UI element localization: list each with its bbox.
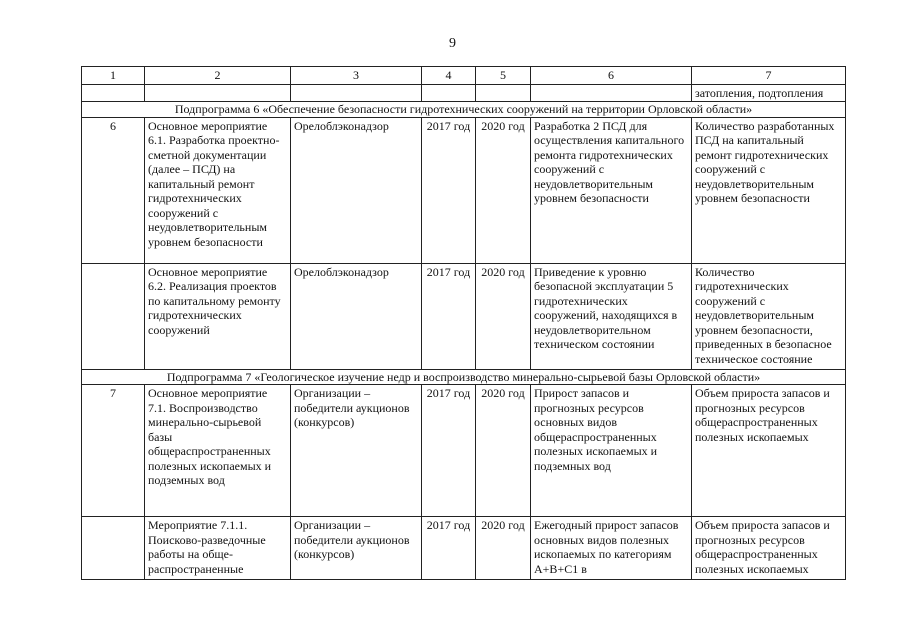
executor-cell: Организации – победители аукционов (конкурсов) xyxy=(291,517,422,580)
continuation-text: затопления, подтопления xyxy=(692,84,846,102)
end-year-cell: 2020 год xyxy=(476,117,531,263)
measure-cell: Основное мероприятие 6.1. Разработка проектно-сметной документации (далее – ПСД) на капитальный ремонт гидротехнических сооружений с неудовлетворительным уровнем безопасности xyxy=(145,117,291,263)
result-cell: Приведение к уровню безопасной эксплуатации 5 гидротехнических сооружений, находящихся в неудовлетворительном техническом состоянии xyxy=(531,263,692,369)
result-cell: Ежегодный прирост запасов основных видов полезных ископаемых по категориям A+B+C1 в xyxy=(531,517,692,580)
table-row xyxy=(82,517,846,580)
row-number xyxy=(82,517,145,580)
subprogram-row xyxy=(82,102,846,118)
column-number-row xyxy=(82,67,846,85)
column-header: 4 xyxy=(422,67,476,85)
row-number: 7 xyxy=(82,385,145,517)
row-number xyxy=(82,263,145,369)
subprogram-6-title: Подпрограмма 6 «Обеспечение безопасности гидротехнических сооружений на территории Орловской области» xyxy=(82,102,846,118)
column-header: 5 xyxy=(476,67,531,85)
table-row xyxy=(82,117,846,263)
table-row xyxy=(82,385,846,517)
end-year-cell: 2020 год xyxy=(476,263,531,369)
continuation-row xyxy=(82,84,846,102)
start-year-cell: 2017 год xyxy=(422,263,476,369)
executor-cell: Организации – победители аукционов (конкурсов) xyxy=(291,385,422,517)
result-cell: Прирост запасов и прогнозных ресурсов основных видов общераспространенных полезных ископаемых и подземных вод xyxy=(531,385,692,517)
column-header: 7 xyxy=(692,67,846,85)
column-header: 6 xyxy=(531,67,692,85)
executor-cell: Орелоблэконадзор xyxy=(291,263,422,369)
indicator-cell: Количество разработанных ПСД на капитальный ремонт гидротехнических сооружений с неудовлетворительным уровнем безопасности xyxy=(692,117,846,263)
page-number: 9 xyxy=(449,36,456,51)
indicator-cell: Объем прироста запасов и прогнозных ресурсов общераспространенных полезных ископаемых xyxy=(692,385,846,517)
column-header: 1 xyxy=(82,67,145,85)
start-year-cell: 2017 год xyxy=(422,117,476,263)
measure-cell: Основное мероприятие 6.2. Реализация проектов по капитальному ремонту гидротехнических сооружений xyxy=(145,263,291,369)
executor-cell: Орелоблэконадзор xyxy=(291,117,422,263)
subprogram-7-title: Подпрограмма 7 «Геологическое изучение недр и воспроизводство минерально-сырьевой базы Орловской области» xyxy=(82,369,846,385)
column-header: 3 xyxy=(291,67,422,85)
start-year-cell: 2017 год xyxy=(422,385,476,517)
indicator-cell: Количество гидротехнических сооружений с неудовлетворительным уровнем безопасности, приведенных в безопасное техническое состояние xyxy=(692,263,846,369)
end-year-cell: 2020 год xyxy=(476,385,531,517)
result-cell: Разработка 2 ПСД для осуществления капитального ремонта гидротехнических сооружений с неудовлетворительным уровнем безопасности xyxy=(531,117,692,263)
measures-table xyxy=(81,66,846,580)
row-number: 6 xyxy=(82,117,145,263)
measure-cell: Основное мероприятие 7.1. Воспроизводство минерально-сырьевой базы общераспространенных полезных ископаемых и подземных вод xyxy=(145,385,291,517)
column-header: 2 xyxy=(145,67,291,85)
table-row xyxy=(82,263,846,369)
start-year-cell: 2017 год xyxy=(422,517,476,580)
subprogram-row xyxy=(82,369,846,385)
end-year-cell: 2020 год xyxy=(476,517,531,580)
measure-cell: Мероприятие 7.1.1. Поисково-разведочные работы на обще-распространенные xyxy=(145,517,291,580)
indicator-cell: Объем прироста запасов и прогнозных ресурсов общераспространенных полезных ископаемых xyxy=(692,517,846,580)
